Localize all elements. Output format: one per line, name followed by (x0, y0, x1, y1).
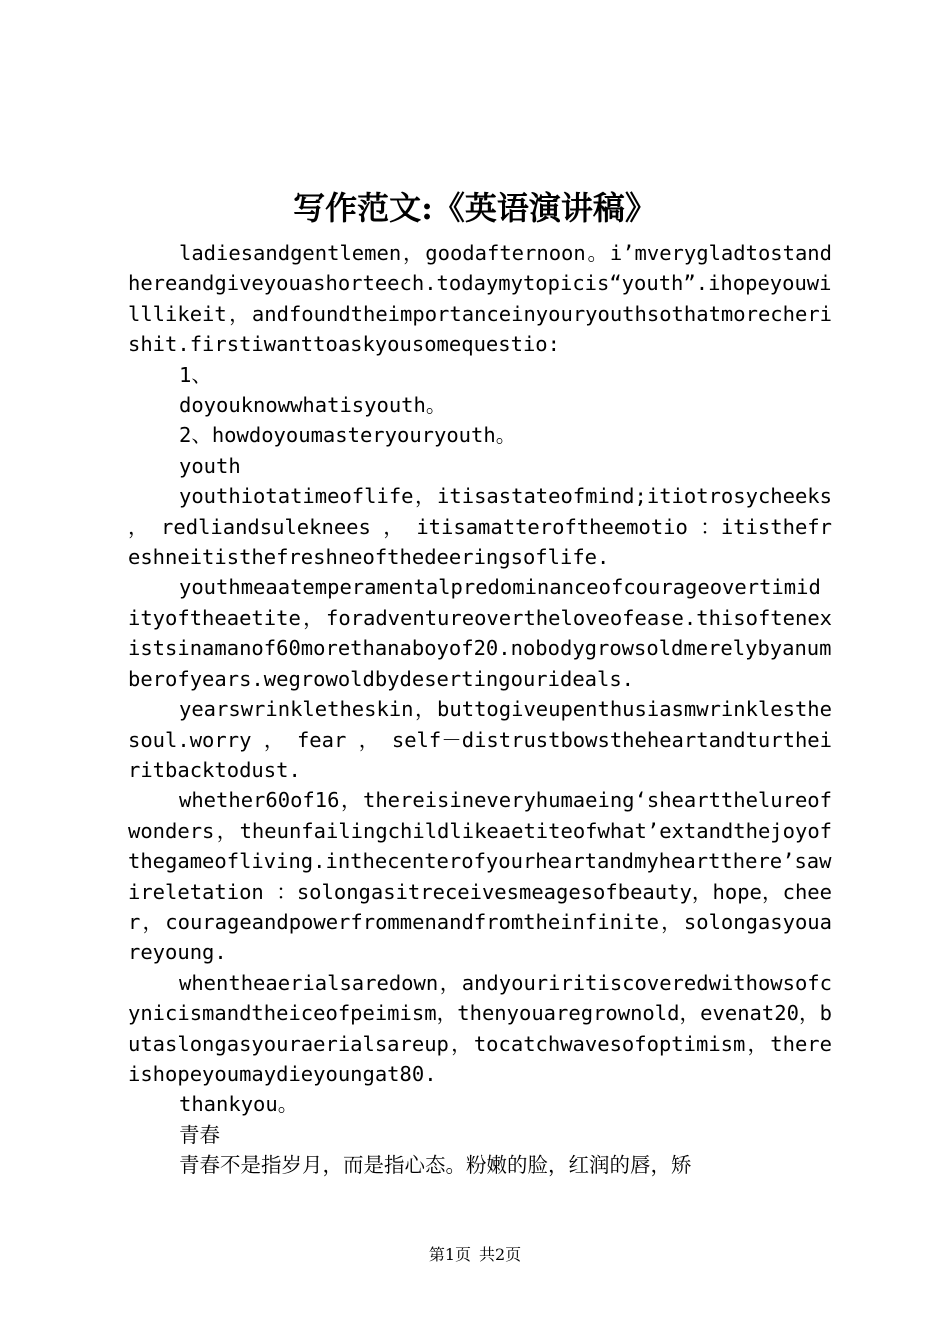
paragraph: 1、 (179, 362, 212, 387)
paragraph: 青春 (179, 1122, 220, 1147)
paragraph: whether60of16，thereisineveryhumaeing‘sheartthelureofwonders，theunfailingchildlikeaetiteofwhat’extandthejoyofthegameofliving.inthecenterofyourheartandmyheartthere’sawireletation ：solongasitreceivesmeagesofbeauty，hope，cheer，courageandpowerfrommenandfromtheinfinite，solongasyouareyoung. (128, 788, 832, 965)
paragraph: thankyou。 (179, 1092, 299, 1117)
document-body (128, 238, 832, 1181)
paragraph: youth (179, 453, 241, 478)
paragraph: doyouknowwhatisyouth。 (179, 393, 447, 418)
page-footer (0, 1244, 950, 1266)
document-title: 写作范文:《英语演讲稿》 (293, 189, 657, 227)
paragraph: 青春不是指岁月，而是指心态。粉嫩的脸，红润的唇，矫 (179, 1153, 692, 1178)
paragraph: whentheaerialsaredown，andyouriritiscoveredwithowsofcynicismandtheiceofpeimism，thenyouaregrownold，evenat20，butaslongasyouraerialsareup，tocatchwavesofoptimism，thereishopeyoumaydieyoungat80. (128, 970, 832, 1086)
paragraph: youthmeaatemperamentalpredominanceofcourageovertimidityoftheaetite，foradventureovertheloveofease.thisoftenexistsinamanof60morethanaboyof20.nobodygrowsoldmerelybyanumberofyears.wegrowoldbydesertingourideals. (128, 575, 832, 691)
page-total: 共2页 (479, 1245, 522, 1264)
page-number: 第1页 (428, 1245, 471, 1264)
paragraph: yearswrinkletheskin，buttogiveupenthusiasmwrinklesthesoul.worry ， fear ， self－distrustbowstheheartandturtheiritbacktodust. (128, 697, 832, 782)
paragraph: ladiesandgentlemen，goodafternoon。i’mverygladtostandhereandgiveyouashorteech.todaymytopicis“youth”.ihopeyouwilllikeit，andfoundtheimportanceinyouryouthsothatmorecherishit.firstiwanttoaskyousomequestio: (128, 241, 832, 357)
paragraph: 2、howdoyoumasteryouryouth。 (179, 423, 517, 448)
paragraph: youthiotatimeoflife，itisastateofmind;itiotrosycheeks ， redliandsuleknees ， itisamatteroftheemotio ：itisthefreshneitisthefreshneofthedeeringsoflife. (128, 484, 832, 570)
